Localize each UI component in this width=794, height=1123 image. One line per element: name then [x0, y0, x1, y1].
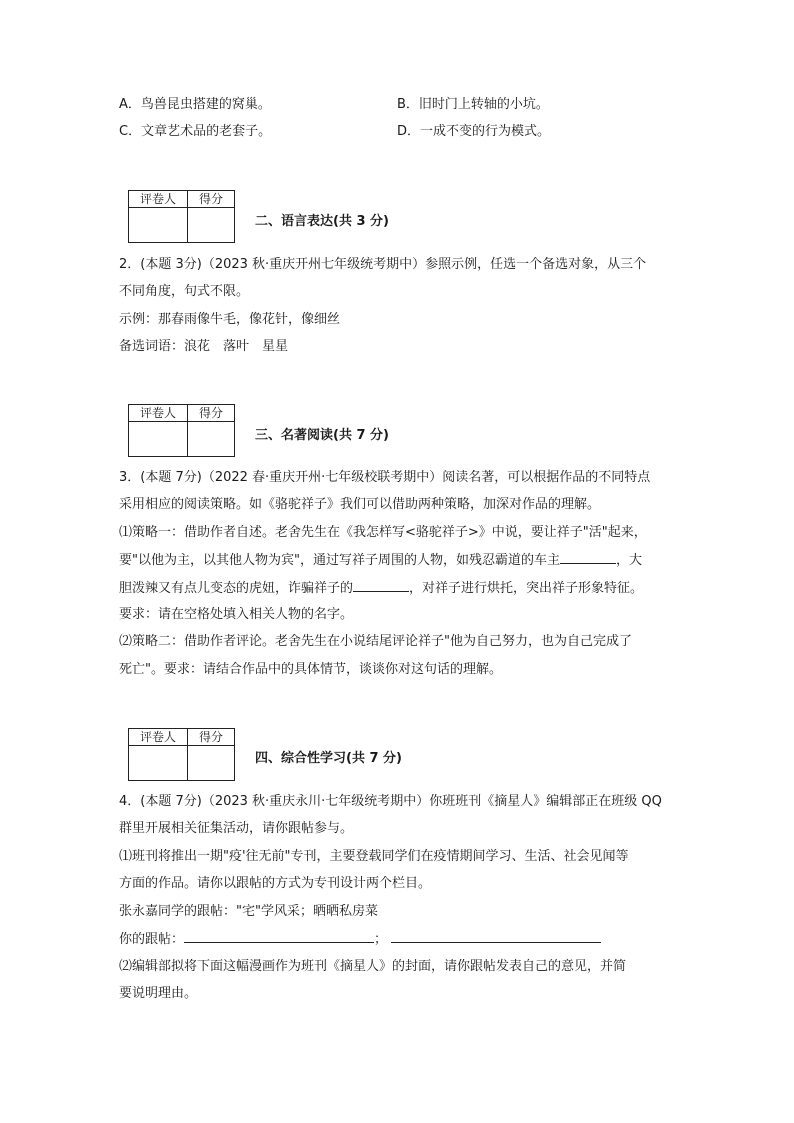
answer-blank[interactable]	[353, 579, 409, 592]
question-text: 死亡"。要求：请结合作品中的具体情节，谈谈你对这句话的理解。	[119, 662, 502, 677]
answer-blank[interactable]	[560, 551, 616, 564]
your-post-line	[119, 930, 601, 949]
section-title: 二、语言表达(共 3 分)	[255, 214, 389, 229]
score-table	[128, 190, 235, 243]
score-table	[128, 728, 235, 781]
score-cell[interactable]	[188, 208, 235, 243]
score-cell[interactable]	[188, 746, 235, 781]
question-text: 4．(本题 7分)（2023 秋·重庆永川·七年级统考期中）你班班刊《摘星人》编辑部正在班级 QQ	[119, 794, 662, 809]
score-header: 得分	[188, 191, 235, 208]
text-span: ，大	[615, 553, 642, 568]
question-text: ⑴策略一：借助作者自述。老舍先生在《我怎样写<骆驼祥子>》中说，要让祥子"活"起来，	[119, 525, 647, 540]
question-text: ⑵编辑部拟将下面这幅漫画作为班刊《摘星人》的封面，请你跟帖发表自己的意见，并简	[119, 959, 627, 974]
sample-post: 张永嘉同学的跟帖："宅"学风采；晒晒私房菜	[119, 904, 378, 919]
option-d: D．一成不变的行为模式。	[397, 124, 551, 139]
question-text: 采用相应的阅读策略。如《骆驼祥子》我们可以借助两种策略，加深对作品的理解。	[119, 497, 601, 512]
option-a: A．鸟兽昆虫搭建的窝巢。	[119, 97, 271, 112]
question-text: ⑵策略二：借助作者评论。老舍先生在小说结尾评论祥子"他为自己努力，也为自己完成了	[119, 634, 632, 649]
score-table	[128, 404, 235, 457]
separator: ；	[374, 932, 388, 947]
grader-cell[interactable]	[129, 746, 188, 781]
question-text: 2．(本题 3分)（2023 秋·重庆开州七年级统考期中）参照示例，任选一个备选对象，从三个	[119, 257, 647, 272]
grader-cell[interactable]	[129, 208, 188, 243]
example-text: 示例：那春雨像牛毛，像花针，像细丝	[119, 312, 341, 327]
score-cell[interactable]	[188, 422, 235, 457]
candidate-words: 备选词语：浪花 落叶 星星	[119, 339, 289, 354]
answer-blank[interactable]	[184, 930, 374, 943]
question-text: 3．(本题 7分)（2022 春·重庆开州·七年级校联考期中）阅读名著，可以根据作品的不同特点	[119, 470, 651, 485]
question-text	[119, 579, 643, 598]
score-header: 得分	[188, 729, 235, 746]
question-text	[119, 551, 642, 570]
grader-header: 评卷人	[129, 729, 188, 746]
section-title: 四、综合性学习(共 7 分)	[255, 751, 402, 766]
grader-cell[interactable]	[129, 422, 188, 457]
text-span: ，对祥子进行烘托，突出祥子形象特征。	[409, 581, 644, 596]
question-text: 不同角度，句式不限。	[119, 284, 250, 299]
option-b: B．旧时门上转轴的小坑。	[397, 97, 549, 112]
requirement-text: 要求：请在空格处填入相关人物的名字。	[119, 607, 354, 622]
answer-blank[interactable]	[391, 930, 601, 943]
question-text: 群里开展相关征集活动，请你跟帖参与。	[119, 821, 354, 836]
question-text: 要说明理由。	[119, 986, 198, 1001]
text-span: 要"以他为主，以其他人物为宾"，通过写祥子周围的人物，如残忍霸道的车主	[119, 553, 560, 568]
text-span: 胆泼辣又有点儿变态的虎妞，诈骗祥子的	[119, 581, 354, 596]
grader-header: 评卷人	[129, 405, 188, 422]
section-title: 三、名著阅读(共 7 分)	[255, 428, 389, 443]
question-text: 方面的作品。请你以跟帖的方式为专刊设计两个栏目。	[119, 876, 432, 891]
score-header: 得分	[188, 405, 235, 422]
question-text: ⑴班刊将推出一期"疫'往无前"专刊，主要登载同学们在疫情期间学习、生活、社会见闻等	[119, 849, 629, 864]
grader-header: 评卷人	[129, 191, 188, 208]
your-post-label: 你的跟帖：	[119, 932, 185, 947]
option-c: C．文章艺术品的老套子。	[119, 124, 272, 139]
